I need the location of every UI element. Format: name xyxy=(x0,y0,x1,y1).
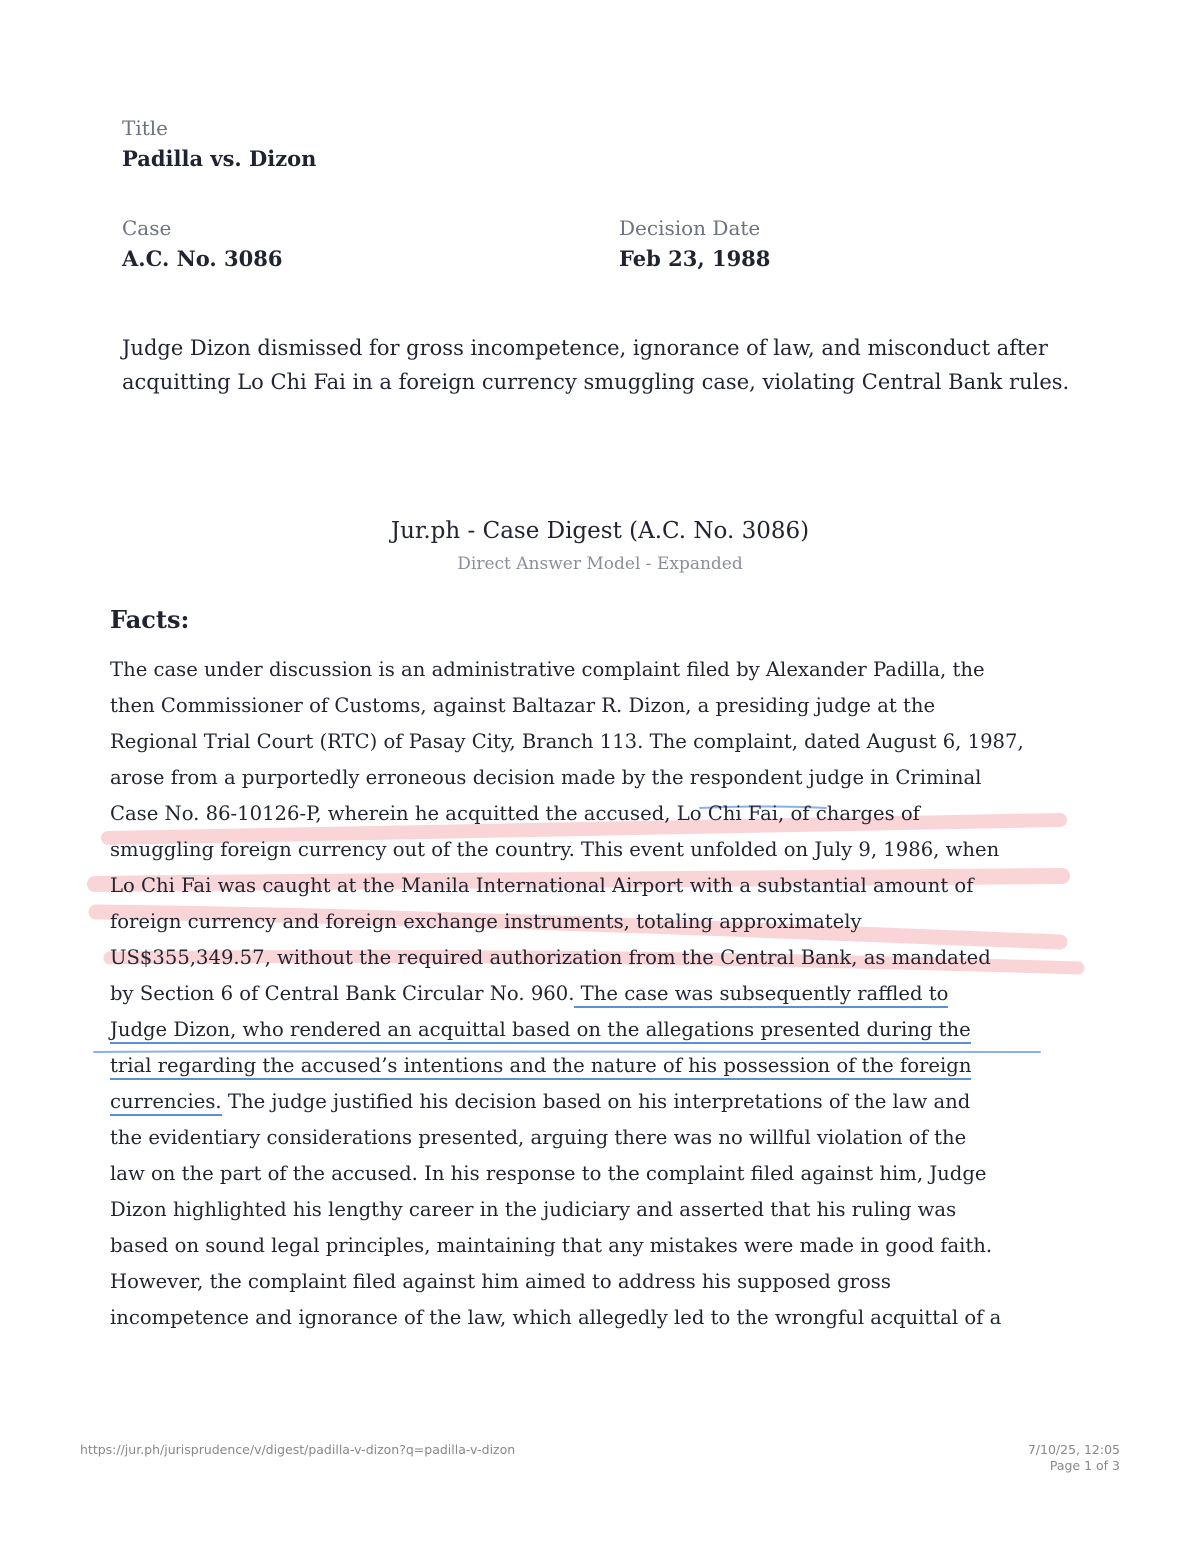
facts-line: Regional Trial Court (RTC) of Pasay City, Branch 113. The complaint, dated August 6, 1987, xyxy=(110,730,1024,753)
case-summary: Judge Dizon dismissed for gross incompetence, ignorance of law, and misconduct after acquitting Lo Chi Fai in a foreign currency smuggling case, violating Central Bank rules. xyxy=(122,336,1070,394)
underlined-passage: The case was subsequently raffled to xyxy=(574,982,948,1008)
title-label: Title xyxy=(122,116,169,140)
footer-meta xyxy=(1028,1442,1120,1474)
facts-line: Case No. 86-10126-P, wherein he acquitted the accused, Lo Chi Fai, of charges of xyxy=(110,802,920,825)
facts-line: Lo Chi Fai was caught at the Manila International Airport with a substantial amount of xyxy=(110,874,974,897)
decision-date: Feb 23, 1988 xyxy=(619,246,771,271)
case-title: Padilla vs. Dizon xyxy=(122,146,317,171)
underlined-passage: Judge Dizon, who rendered an acquittal based on the allegations presented during the xyxy=(110,1018,971,1044)
facts-line xyxy=(110,976,1100,1012)
facts-line: However, the complaint filed against him aimed to address his supposed gross xyxy=(110,1270,891,1293)
facts-heading: Facts: xyxy=(110,605,190,634)
facts-line: incompetence and ignorance of the law, which allegedly led to the wrongful acquittal of a xyxy=(110,1306,1002,1329)
footer-url: https://jur.ph/jurisprudence/v/digest/padilla-v-dizon?q=padilla-v-dizon xyxy=(80,1442,516,1457)
digest-title: Jur.ph - Case Digest (A.C. No. 3086) xyxy=(390,518,810,544)
facts-line: law on the part of the accused. In his response to the complaint filed against him, Judge xyxy=(110,1162,987,1185)
facts-line: US$355,349.57, without the required authorization from the Central Bank, as mandated xyxy=(110,946,991,969)
page-number: Page 1 of 3 xyxy=(1049,1458,1120,1473)
facts-line: arose from a purportedly erroneous decision made by the respondent judge in Criminal xyxy=(110,766,982,789)
facts-line xyxy=(110,1012,1100,1048)
facts-line-segment: The judge justified his decision based on his interpretations of the law and xyxy=(221,1090,971,1113)
facts-line: The case under discussion is an administrative complaint filed by Alexander Padilla, the xyxy=(110,658,985,681)
facts-line: the evidentiary considerations presented, arguing there was no willful violation of the xyxy=(110,1126,967,1149)
facts-line: Dizon highlighted his lengthy career in the judiciary and asserted that his ruling was xyxy=(110,1198,957,1221)
facts-body xyxy=(110,652,1100,1336)
facts-line: based on sound legal principles, maintaining that any mistakes were made in good faith. xyxy=(110,1234,993,1257)
facts-line: then Commissioner of Customs, against Baltazar R. Dizon, a presiding judge at the xyxy=(110,694,936,717)
underlined-passage: trial regarding the accused’s intentions and the nature of his possession of the foreign xyxy=(110,1054,971,1080)
facts-line-segment: by Section 6 of Central Bank Circular No. 960. xyxy=(110,982,575,1005)
decision-date-label: Decision Date xyxy=(619,216,761,240)
case-number: A.C. No. 3086 xyxy=(122,246,283,271)
facts-line xyxy=(110,1084,1100,1120)
underlined-passage: currencies. xyxy=(110,1090,222,1116)
facts-line: foreign currency and foreign exchange instruments, totaling approximately xyxy=(110,910,862,933)
facts-line: smuggling foreign currency out of the country. This event unfolded on July 9, 1986, when xyxy=(110,838,1000,861)
facts-line xyxy=(110,1048,1100,1084)
print-timestamp: 7/10/25, 12:05 xyxy=(1027,1442,1120,1457)
case-label: Case xyxy=(122,216,172,240)
digest-subtitle: Direct Answer Model - Expanded xyxy=(457,554,743,574)
